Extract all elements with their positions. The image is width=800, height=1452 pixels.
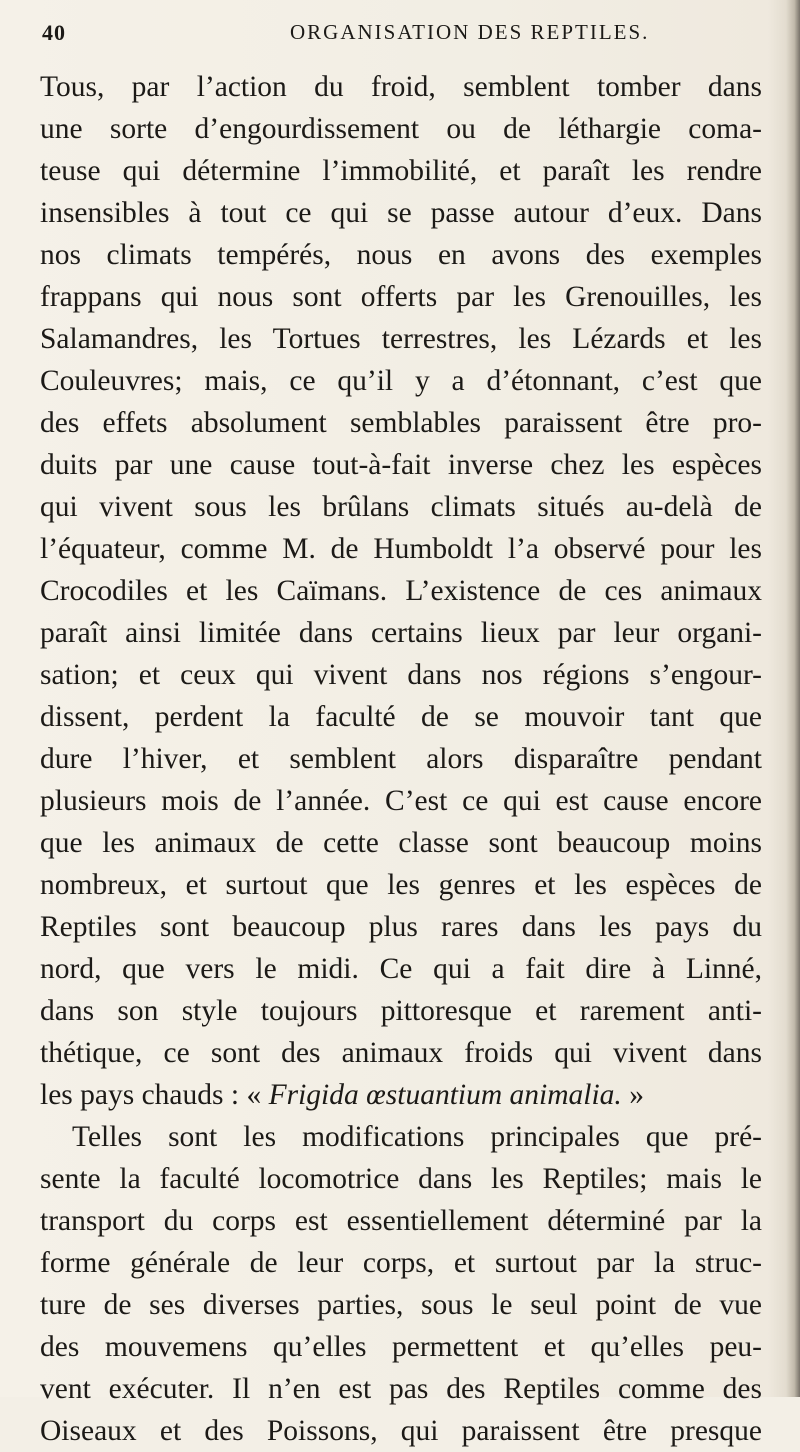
page-edge-shadow — [786, 0, 800, 1397]
paragraph-start-line: Telles sont les modifications principales que pré- — [72, 1121, 762, 1153]
text-line: Oiseaux et des Poissons, qui paraissent être presque — [40, 1415, 762, 1447]
text-line: une sorte d’engourdissement ou de léthargie coma- — [40, 113, 762, 145]
quote-line — [40, 1074, 762, 1116]
text-line: sente la faculté locomotrice dans les Reptiles; mais le — [40, 1163, 762, 1195]
quote-suffix: » — [621, 1079, 644, 1111]
page-header — [40, 20, 740, 60]
text-line: nord, que vers le midi. Ce qui a fait dire à Linné, — [40, 953, 762, 985]
text-line: Crocodiles et les Caïmans. L’existence de ces animaux — [40, 575, 762, 607]
text-line: Reptiles sont beaucoup plus rares dans les pays du — [40, 911, 762, 943]
latin-quote: Frigida œstuantium animalia. — [268, 1079, 622, 1111]
text-line: nombreux, et surtout que les genres et les espèces de — [40, 869, 762, 901]
text-line: Tous, par l’action du froid, semblent tomber dans — [40, 71, 762, 103]
text-line: des effets absolument semblables paraissent être pro- — [40, 407, 762, 439]
body-text — [40, 66, 762, 1452]
text-line: duits par une cause tout-à-fait inverse chez les espèces — [40, 449, 762, 481]
text-line: sation; et ceux qui vivent dans nos régions s’engour- — [40, 659, 762, 691]
text-line: vent exécuter. Il n’en est pas des Reptiles comme des — [40, 1373, 762, 1405]
text-line: qui vivent sous les brûlans climats situés au-delà de — [40, 491, 762, 523]
text-line: Couleuvres; mais, ce qu’il y a d’étonnant, c’est que — [40, 365, 762, 397]
text-line: plusieurs mois de l’année. C’est ce qui est cause encore — [40, 785, 762, 817]
text-line: dissent, perdent la faculté de se mouvoir tant que — [40, 701, 762, 733]
text-line: des mouvemens qu’elles permettent et qu’elles peu- — [40, 1331, 762, 1363]
page-number: 40 — [42, 20, 66, 45]
text-line: l’équateur, comme M. de Humboldt l’a observé pour les — [40, 533, 762, 565]
running-head: ORGANISATION DES REPTILES. — [290, 20, 650, 44]
text-line: thétique, ce sont des animaux froids qui vivent dans — [40, 1037, 762, 1069]
text-line: transport du corps est essentiellement déterminé par la — [40, 1205, 762, 1237]
text-line: forme générale de leur corps, et surtout par la struc- — [40, 1247, 762, 1279]
text-line: nos climats tempérés, nous en avons des exemples — [40, 239, 762, 271]
text-line: ture de ses diverses parties, sous le seul point de vue — [40, 1289, 762, 1321]
text-line: teuse qui détermine l’immobilité, et paraît les rendre — [40, 155, 762, 187]
quote-prefix: les pays chauds : « — [40, 1079, 269, 1111]
text-line: insensibles à tout ce qui se passe autour d’eux. Dans — [40, 197, 762, 229]
text-line: paraît ainsi limitée dans certains lieux par leur organi- — [40, 617, 762, 649]
text-line: que les animaux de cette classe sont beaucoup moins — [40, 827, 762, 859]
text-line: dans son style toujours pittoresque et rarement anti- — [40, 995, 762, 1027]
text-line: dure l’hiver, et semblent alors disparaître pendant — [40, 743, 762, 775]
text-line: Salamandres, les Tortues terrestres, les Lézards et les — [40, 323, 762, 355]
text-line: frappans qui nous sont offerts par les Grenouilles, les — [40, 281, 762, 313]
